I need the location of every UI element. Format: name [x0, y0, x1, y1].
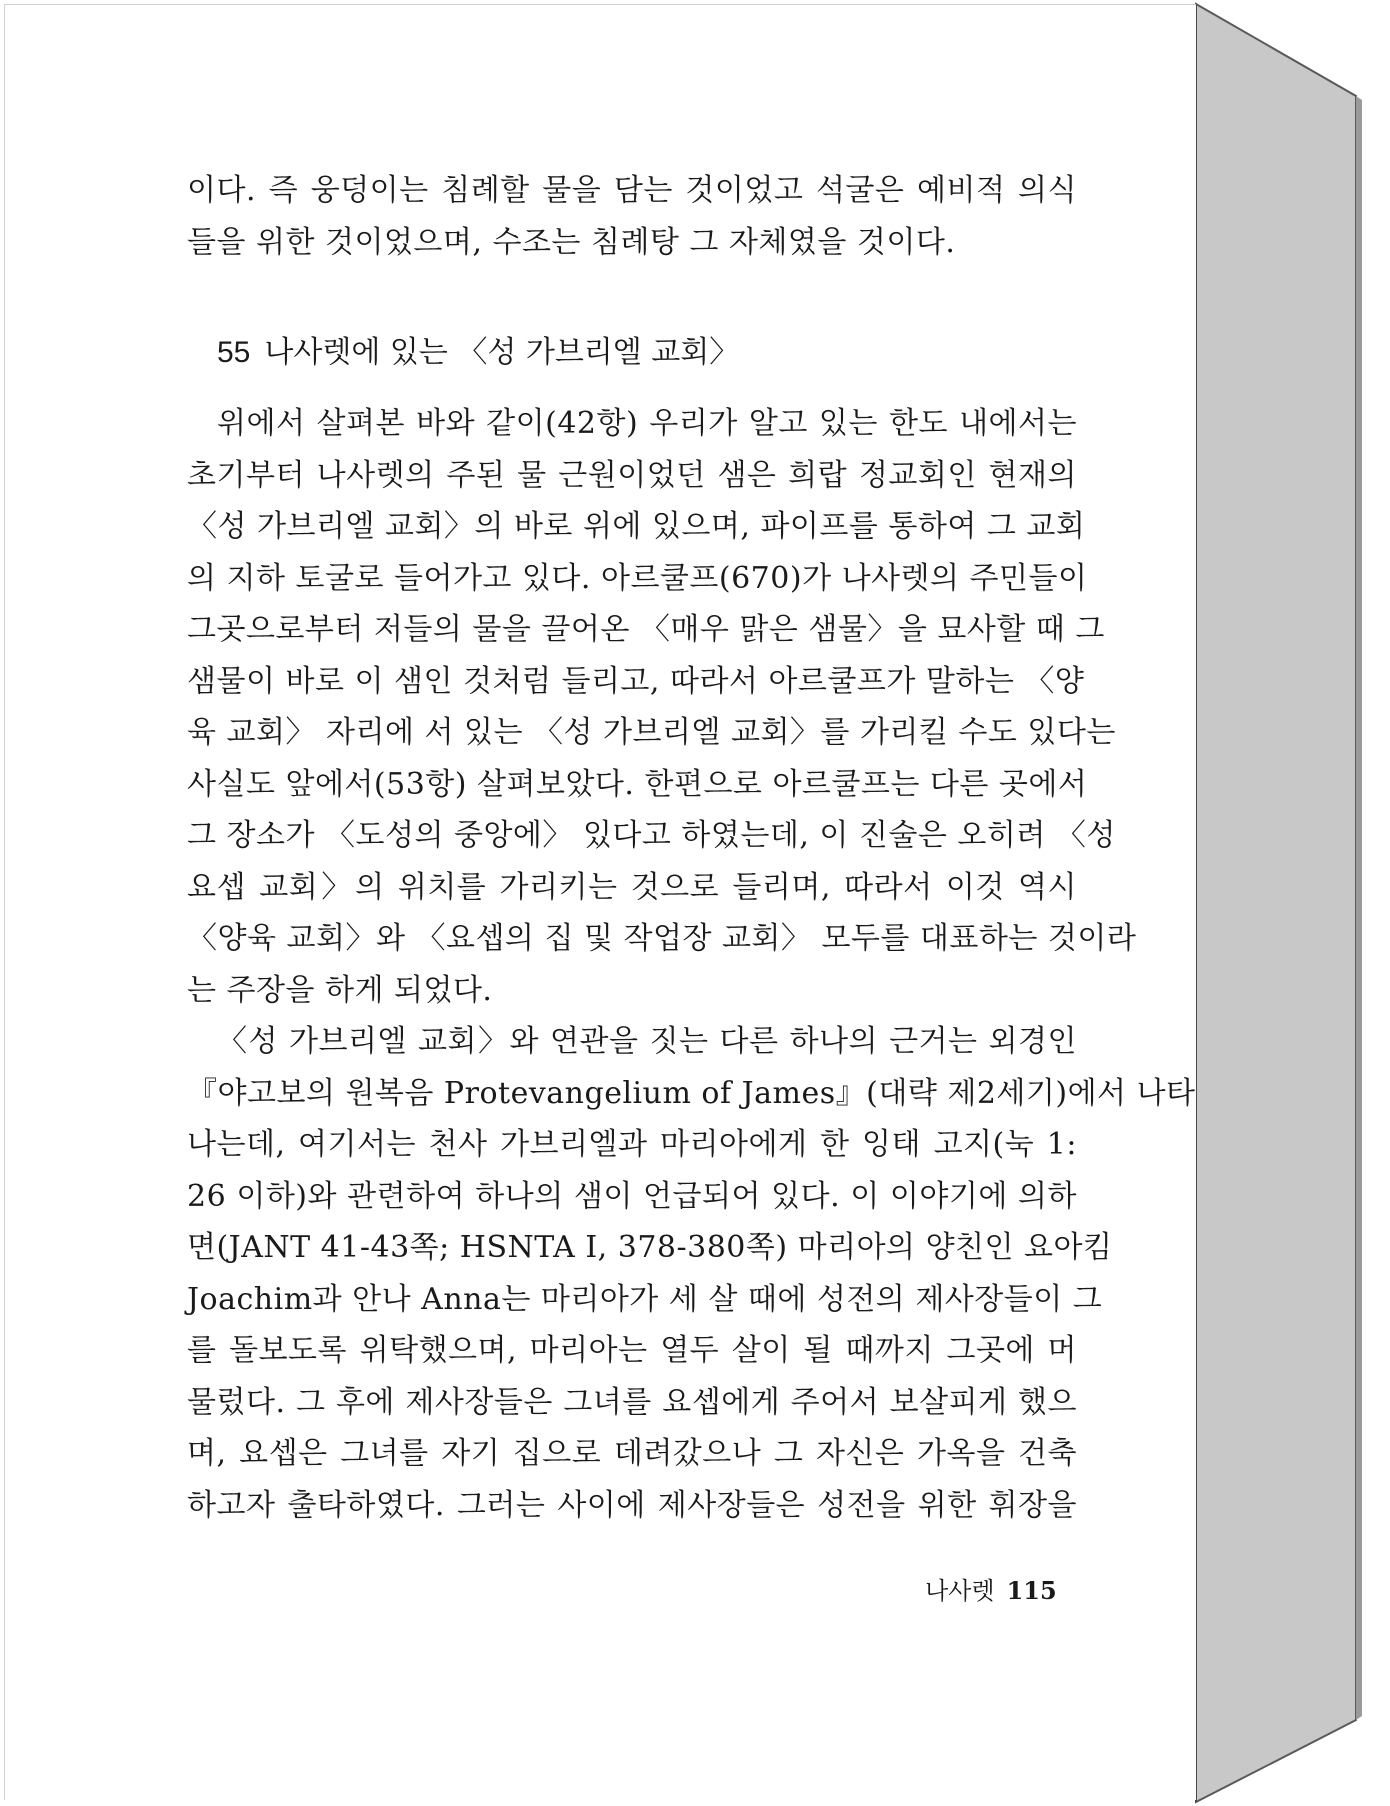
running-title: 나사렛	[925, 1577, 995, 1605]
text-line: 이다. 즉 웅덩이는 침례할 물을 담는 것이었고 석굴은 예비적 의식	[187, 173, 1077, 208]
text-line: 는 주장을 하게 되었다.	[187, 972, 493, 1008]
section-heading	[187, 326, 1077, 380]
text-line: 위에서 살펴본 바와 같이(42항) 우리가 알고 있는 한도 내에서는	[217, 406, 1077, 441]
text-line: 육 교회〉 자리에 서 있는 〈성 가브리엘 교회〉를 가리킬 수도 있다는	[187, 715, 1116, 750]
paragraph-1	[187, 398, 1137, 1016]
text-line: 사실도 앞에서(53항) 살펴보았다. 한편으로 아르쿨프는 다른 곳에서	[187, 766, 1088, 802]
page-number: 115	[1006, 1576, 1057, 1605]
text-line: 26 이하)와 관련하여 하나의 샘이 언급되어 있다. 이 이야기에 의하	[187, 1178, 1077, 1214]
text-line: 의 지하 토굴로 들어가고 있다. 아르쿨프(670)가 나사렛의 주민들이	[187, 560, 1088, 596]
book-page	[4, 4, 1196, 1800]
text-line: 초기부터 나사렛의 주된 물 근원이었던 샘은 희랍 정교회인 현재의	[187, 457, 1077, 493]
text-line: 『야고보의 원복음 Protevangelium of James』(대략 제2세기)에서 나타	[187, 1075, 1196, 1111]
text-line: Joachim과 안나 Anna는 마리아가 세 살 때에 성전의 제사장들이 그	[187, 1281, 1103, 1317]
paragraph-2	[187, 1016, 1196, 1531]
text-line: 들을 위한 것이었으며, 수조는 침례탕 그 자체였을 것이다.	[187, 224, 956, 260]
text-line: 그곳으로부터 저들의 물을 끌어온 〈매우 맑은 샘물〉을 묘사할 때 그	[187, 612, 1105, 647]
text-line: 〈성 가브리엘 교회〉와 연관을 짓는 다른 하나의 근거는 외경인	[217, 1024, 1077, 1059]
text-line: 요셉 교회〉의 위치를 가리키는 것으로 들리며, 따라서 이것 역시	[187, 869, 1077, 905]
text-line: 〈성 가브리엘 교회〉의 바로 위에 있으며, 파이프를 통하여 그 교회	[187, 509, 1086, 544]
text-line: 면(JANT 41-43쪽; HSNTA I, 378-380쪽) 마리아의 양친인 요아킴	[187, 1230, 1113, 1265]
section-title: 나사렛에 있는 〈성 가브리엘 교회〉	[264, 335, 740, 370]
text-line: 〈양육 교회〉와 〈요셉의 집 및 작업장 교회〉 모두를 대표하는 것이라	[187, 921, 1137, 956]
text-line: 하고자 출타하였다. 그러는 사이에 제사장들은 성전을 위한 휘장을	[187, 1487, 1077, 1523]
text-line: 물렀다. 그 후에 제사장들은 그녀를 요셉에게 주어서 보살피게 했으	[187, 1384, 1077, 1420]
text-line: 샘물이 바로 이 샘인 것처럼 들리고, 따라서 아르쿨프가 말하는 〈양	[187, 663, 1085, 699]
text-line: 그 장소가 〈도성의 중앙에〉 있다고 하였는데, 이 진술은 오히려 〈성	[187, 818, 1116, 853]
intro-text	[187, 165, 1077, 268]
text-line: 를 돌보도록 위탁했으며, 마리아는 열두 살이 될 때까지 그곳에 머	[187, 1333, 1077, 1368]
page-footer	[925, 1571, 1057, 1606]
text-line: 며, 요셉은 그녀를 자기 집으로 데려갔으나 그 자신은 가옥을 건축	[187, 1436, 1077, 1471]
section-number: 55	[217, 336, 251, 369]
text-line: 나는데, 여기서는 천사 가브리엘과 마리아에게 한 잉태 고지(눅 1:	[187, 1127, 1077, 1162]
page-body	[187, 165, 1196, 1531]
